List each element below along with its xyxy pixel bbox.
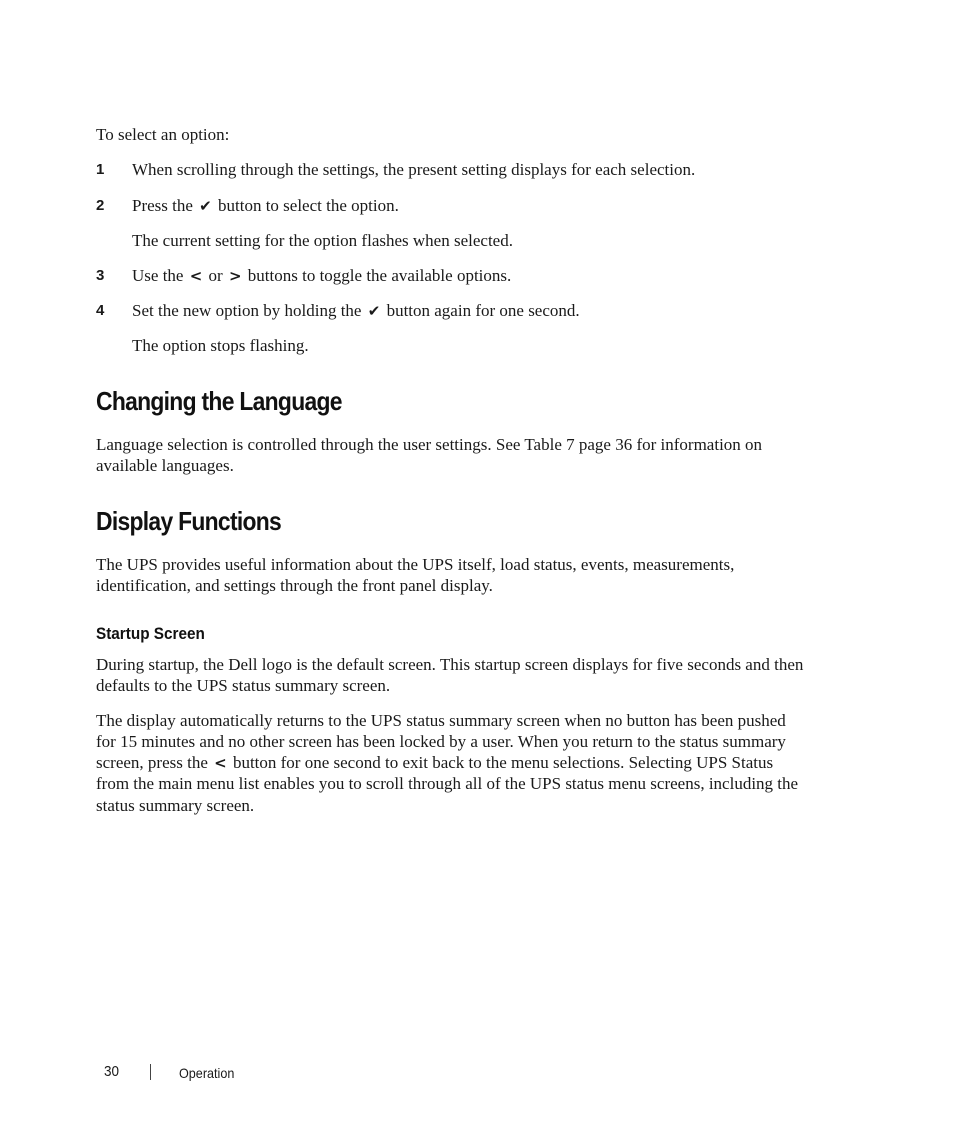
line-text-before: screen, press the xyxy=(96,753,208,772)
startup-para1-line-1: During startup, the Dell logo is the default screen. This startup screen displays for five seconds and then xyxy=(96,655,804,674)
startup-para1-line-2: defaults to the UPS status summary screen. xyxy=(96,676,391,695)
step-text-after: buttons to toggle the available options. xyxy=(247,266,512,285)
subsection-heading-startup: Startup Screen xyxy=(96,624,205,643)
language-text-line-2: available languages. xyxy=(96,456,234,475)
step-text-before: Set the new option by holding the xyxy=(132,301,362,320)
display-text-line-2: identification, and settings through the front panel display. xyxy=(96,576,493,595)
intro-text: To select an option: xyxy=(96,125,230,144)
step-text xyxy=(132,265,511,287)
chevron-right-icon: > xyxy=(228,267,242,285)
step-text-after: button again for one second. xyxy=(386,301,580,320)
step-text-before: Use the xyxy=(132,266,184,285)
chevron-left-icon: < xyxy=(214,754,227,772)
page-number: 30 xyxy=(104,1063,120,1080)
step-text xyxy=(132,195,399,217)
step-2-note: The current setting for the option flashes when selected. xyxy=(132,231,513,250)
footer-section-label: Operation xyxy=(179,1065,235,1081)
step-number: 3 xyxy=(96,267,105,284)
startup-para2-line-2: for 15 minutes and no other screen has been locked by a user. When you return to the status summary xyxy=(96,732,786,751)
step-text: When scrolling through the settings, the present setting displays for each selection. xyxy=(132,160,696,179)
step-text-middle: or xyxy=(208,266,223,285)
startup-para2-line-4: from the main menu list enables you to scroll through all of the UPS status menu screens, including the xyxy=(96,774,799,793)
startup-para2-line-3 xyxy=(96,752,866,774)
language-text-line-1: Language selection is controlled through the user settings. See Table 7 page 36 for information on xyxy=(96,435,763,454)
step-text-before: Press the xyxy=(132,196,193,215)
section-heading-display: Display Functions xyxy=(96,506,282,536)
section-heading-language: Changing the Language xyxy=(96,386,342,416)
step-text xyxy=(132,300,580,322)
check-icon: ✔ xyxy=(199,197,212,215)
startup-para2-line-1: The display automatically returns to the UPS status summary screen when no button has been pushed xyxy=(96,711,786,730)
chevron-left-icon: < xyxy=(189,267,203,285)
check-icon: ✔ xyxy=(367,302,381,320)
step-4-note: The option stops flashing. xyxy=(132,336,309,355)
line-text-after: button for one second to exit back to the menu selections. Selecting UPS Status xyxy=(232,753,774,772)
step-number: 4 xyxy=(96,302,105,319)
display-text-line-1: The UPS provides useful information about the UPS itself, load status, events, measurements, xyxy=(96,555,735,574)
step-text-after: button to select the option. xyxy=(218,196,399,215)
step-number: 1 xyxy=(96,161,105,178)
startup-para2-line-5: status summary screen. xyxy=(96,796,255,815)
footer-divider xyxy=(150,1064,151,1080)
step-number: 2 xyxy=(96,197,105,214)
